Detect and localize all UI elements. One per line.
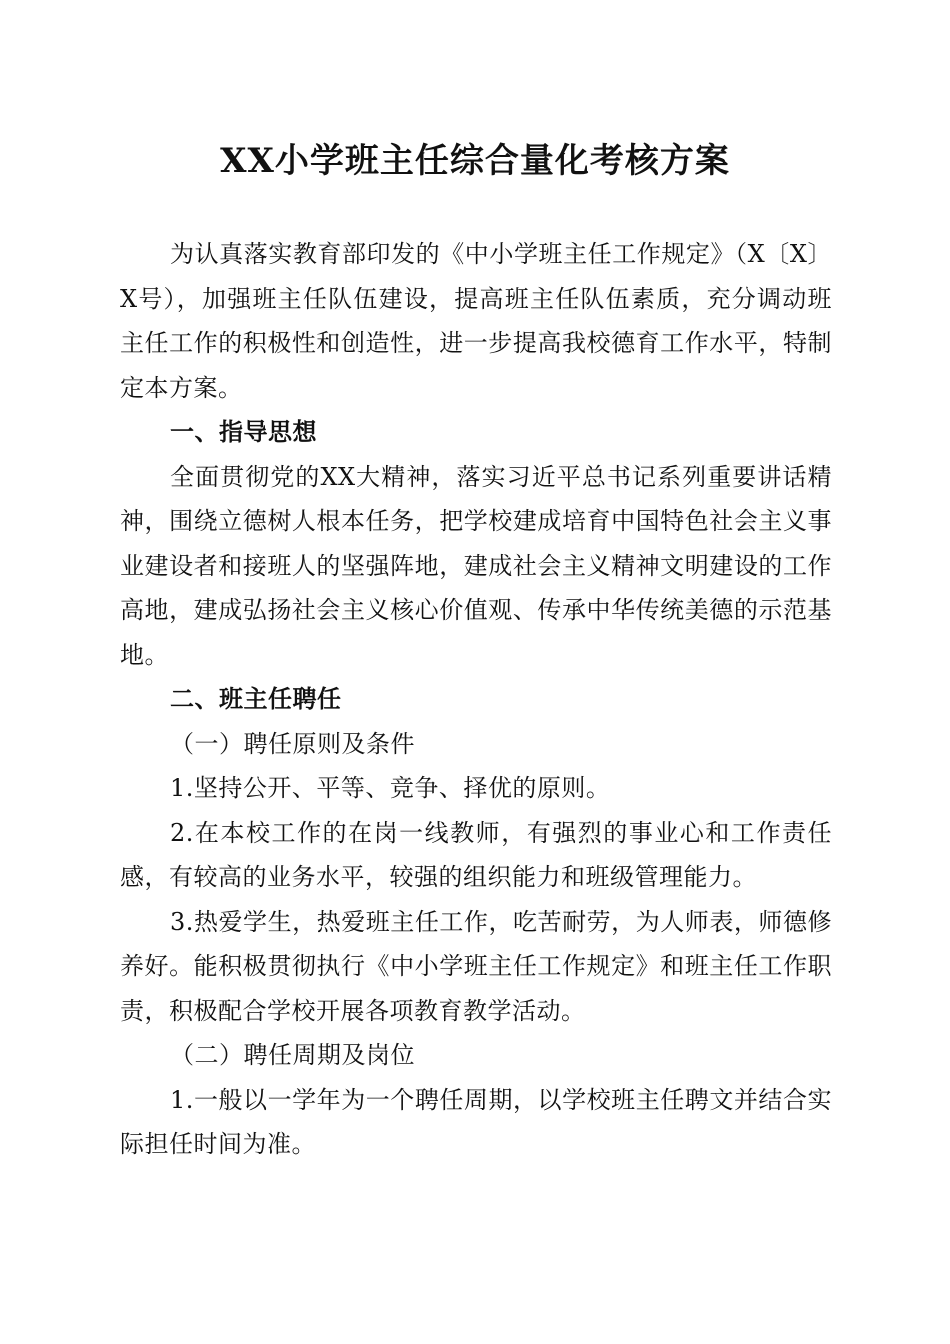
list-item: 1.坚持公开、平等、竞争、择优的原则。 xyxy=(170,774,611,802)
document-title: XX小学班主任综合量化考核方案 xyxy=(220,141,730,181)
section-heading-appointment: 二、班主任聘任 xyxy=(170,685,342,713)
section-heading-guiding-ideology: 一、指导思想 xyxy=(170,418,317,446)
intro-paragraph: 为认真落实教育部印发的《中小学班主任工作规定》（X〔X〕X号），加强班主任队伍建设，提高班主任队伍素质，充分调动班主任工作的积极性和创造性，进一步提高我校德育工作水平，特制定本方案。 xyxy=(120,240,832,402)
list-item: 3.热爱学生，热爱班主任工作，吃苦耐劳，为人师表，师德修养好。能积极贯彻执行《中小学班主任工作规定》和班主任工作职责，积极配合学校开展各项教育教学活动。 xyxy=(120,907,832,1025)
list-item: 2.在本校工作的在岗一线教师，有强烈的事业心和工作责任感，有较高的业务水平，较强的组织能力和班级管理能力。 xyxy=(120,818,832,891)
subheading-principles-conditions: （一）聘任原则及条件 xyxy=(170,729,415,758)
guiding-ideology-paragraph: 全面贯彻党的XX大精神，落实习近平总书记系列重要讲话精神，围绕立德树人根本任务，把学校建成培育中国特色社会主义事业建设者和接班人的坚强阵地，建成社会主义精神文明建设的工作高地，建成弘扬社会主义核心价值观、传承中华传统美德的示范基地。 xyxy=(120,462,832,669)
list-item: 1.一般以一学年为一个聘任周期，以学校班主任聘文并结合实际担任时间为准。 xyxy=(120,1085,832,1158)
document-body xyxy=(120,232,832,1167)
subheading-period-positions: （二）聘任周期及岗位 xyxy=(170,1041,415,1069)
